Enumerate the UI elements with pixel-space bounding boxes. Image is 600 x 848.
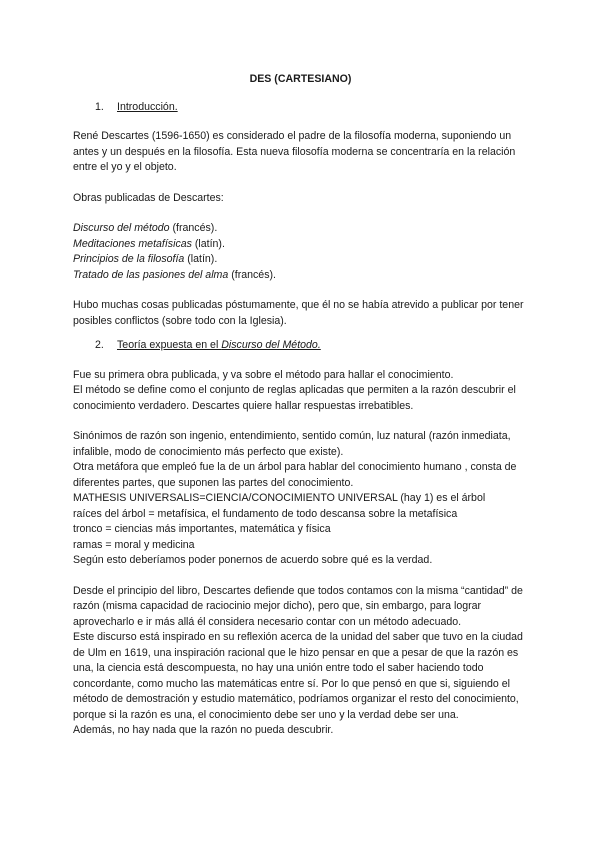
tree-trunk: tronco = ciencias más importantes, matemática y física (73, 523, 331, 535)
work-language: (latín). (191, 237, 225, 250)
work-item-3 (73, 252, 528, 268)
works-label: Obras publicadas de Descartes: (73, 191, 224, 204)
work-title: Discurso del método (73, 222, 170, 234)
section-2-heading (95, 338, 528, 354)
work-title: Principios de la filosofía (73, 253, 185, 265)
section-1-number: 1. (95, 100, 104, 113)
section-2-number: 2. (95, 339, 104, 351)
work-title: Meditaciones metafísicas (73, 237, 192, 250)
work-language: (latín). (184, 253, 218, 265)
mathesis-line: MATHESIS UNIVERSALIS=CIENCIA/CONOCIMIENTO UNIVERSAL (hay 1) es el árbol (73, 492, 486, 504)
work-language: (francés). (169, 222, 218, 234)
tree-roots: raíces del árbol = metafísica, el fundamento de todo descansa sobre la metafísica (73, 507, 458, 520)
method-definition: El método se define como el conjunto de reglas aplicadas que permiten a la razón descubrir el conocimiento verdadero. Descartes quiere hallar respuestas irrebatibles. (73, 384, 516, 412)
final-line: Además, no hay nada que la razón no pueda descubrir. (73, 724, 334, 736)
tree-metaphor: Otra metáfora que empleó fue la de un árbol para hablar del conocimiento humano , consta de diferentes partes, que suponen las partes del conocimiento. (73, 461, 517, 489)
section-1-title: Introducción. (117, 100, 178, 113)
section-2-title (117, 339, 321, 351)
document-title: DES (CARTESIANO) (249, 73, 352, 85)
section-2-title-prefix: Teoría expuesta en el (117, 339, 222, 351)
work-item-2 (73, 237, 528, 253)
tree-branches: ramas = moral y medicina (73, 538, 195, 551)
posthumous-paragraph: Hubo muchas cosas publicadas póstumamente, que él no se había atrevido a publicar por tener posibles conflictos (sobre todo con la Iglesia). (73, 299, 524, 327)
reason-paragraph: Desde el principio del libro, Descartes defiende que todos contamos con la misma “cantidad” de razón (misma capacidad de raciocinio mejor dicho), pero que, sin embargo, para lograr aprovecharlo e ir más allá él considera necesario contar con un método adecuado. (73, 584, 523, 628)
work-item-4 (73, 268, 528, 284)
truth-line: Según esto deberíamos poder ponernos de acuerdo sobre qué es la verdad. (73, 554, 433, 566)
work-item-1 (73, 221, 528, 237)
reason-synonyms: Sinónimos de razón son ingenio, entendimiento, sentido común, luz natural (razón inmediata, infalible, modo de conocimiento más perfecto que existe). (73, 430, 511, 458)
ulm-paragraph: Este discurso está inspirado en su reflexión acerca de la unidad del saber que tuvo en la ciudad de Ulm en 1619, una inspiración racional que le hizo pensar en que a pesar de que la razón es una, la ciencia está descompuesta, no hay una unión entre todo el saber haciendo todo concordante, como mucho las matemáticas entre sí. Por lo que pensó en que si, siguiendo el método de demostración y estudio matemático, podríamos organizar el resto del conocimiento, porque si la razón es una, el conocimiento debe ser uno y la verdad debe ser una. (73, 631, 523, 721)
first-work-line: Fue su primera obra publicada, y va sobre el método para hallar el conocimiento. (73, 368, 454, 381)
section-2-title-italic: Discurso del Método. (221, 339, 321, 351)
document-page (73, 60, 528, 739)
work-title: Tratado de las pasiones del alma (73, 268, 229, 281)
intro-paragraph: René Descartes (1596-1650) es considerado el padre de la filosofía moderna, suponiendo un antes y un después en la filosofía. Esta nueva filosofía moderna se concentraría en la relación entre el yo y el objeto. (73, 130, 516, 173)
section-1-heading (95, 100, 528, 116)
work-language: (francés). (228, 268, 276, 281)
